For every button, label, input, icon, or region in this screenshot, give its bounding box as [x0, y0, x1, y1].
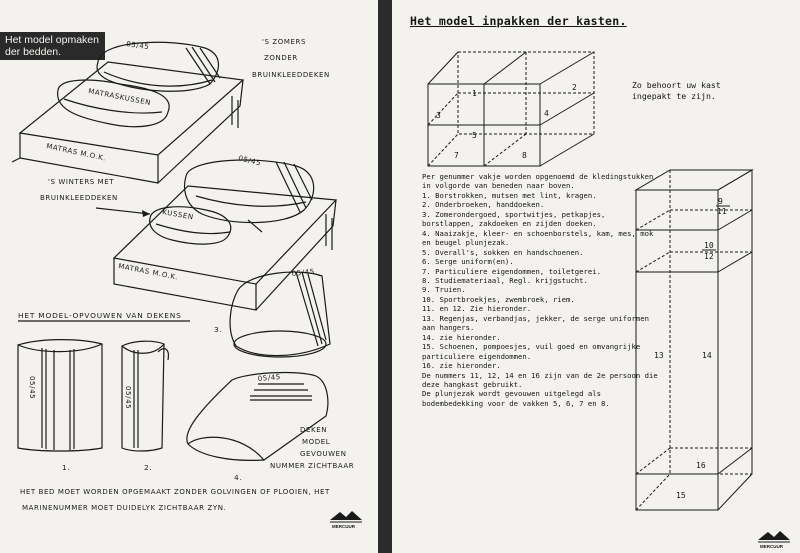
bottom-mattress-label: MATRAS M.O.K.: [117, 262, 179, 282]
shelf-grid-diagram: [428, 52, 594, 166]
fold-code-3: 05/45: [291, 267, 316, 278]
grid-number-1: 1: [472, 89, 477, 98]
summer-note-1: 'S ZOMERS: [262, 38, 307, 46]
bed-illustrations: [0, 0, 378, 553]
bottom-blanket-code: 05/45: [237, 154, 262, 168]
fold-step-1-label: 1.: [62, 463, 71, 472]
top-bed-drawing: [12, 42, 243, 183]
footer-line-1: HET BED MOET WORDEN OPGEMAAKT ZONDER GOLVINGEN OF PLOOIEN, HET: [20, 488, 330, 496]
fold-step-2-label: 2.: [144, 463, 153, 472]
grid-number-5: 5: [472, 131, 477, 140]
grid-number-3: 3: [436, 111, 441, 120]
cabinet-label-12: 12: [704, 252, 714, 261]
caption-line-1: Zo behoort uw kast: [632, 80, 721, 90]
list-item: 15. Schoenen, pompoesjes, vuil goed en omvangrijke particuliere eigendommen.: [422, 342, 641, 361]
grid-number-8: 8: [522, 151, 527, 160]
list-item: 14. zie hieronder.: [422, 332, 501, 342]
fold-code-2: 05/45: [124, 386, 132, 410]
fold-code-4: 05/45: [257, 373, 282, 383]
summer-note-3: BRUINKLEEDDEKEN: [252, 71, 330, 79]
cabinet-label-13: 13: [654, 351, 664, 360]
bed-title-line-1: Het model opmaken: [5, 34, 99, 46]
list-item: 5. Overall's, sokken en handschoenen.: [422, 247, 584, 257]
packing-intro: Per genummer vakje worden opgenoemd de kledingstukken in volgorde van beneden naar boven.: [422, 172, 654, 191]
cabinet-label-10: 10: [704, 241, 714, 250]
grid-number-7: 7: [454, 151, 459, 160]
cabinet-label-15: 15: [676, 491, 686, 500]
cabinet-label-14: 14: [702, 351, 712, 360]
packing-outro-2: De plunjezak wordt gevouwen uitgelegd als bodembedekking voor de vakken 5, 6, 7 en 8.: [422, 389, 610, 408]
winter-note-2: BRUINKLEEDDEKEN: [40, 194, 118, 202]
fold-heading: HET MODEL-OPVOUWEN VAN DEKENS: [18, 311, 182, 320]
list-item: 11. en 12. Zie hieronder.: [422, 304, 532, 314]
mercuur-logo-right: [754, 528, 794, 550]
cabinet-label-9: 9: [718, 197, 723, 206]
list-item: 7. Particuliere eigendommen, toiletgerei.: [422, 266, 601, 276]
top-blanket-code: 05/45: [125, 40, 150, 52]
packing-outro-1: De nummers 11, 12, 14 en 16 zijn van de 2e persoon die deze hangkast gebruikt.: [422, 370, 658, 389]
list-item: 10. Sportbroekjes, zwembroek, riem.: [422, 294, 575, 304]
packing-list: [422, 172, 658, 408]
summer-note-2: ZONDER: [264, 54, 298, 62]
mercuur-logo: [326, 508, 366, 530]
list-item: 9. Truien.: [422, 285, 466, 295]
list-item: 13. Regenjas, verbandjas, jekker, de serge uniformen aan hangers.: [422, 313, 649, 333]
list-item: 6. Serge uniform(en).: [422, 257, 514, 267]
caption-line-2: ingepakt te zijn.: [632, 91, 716, 101]
list-item: 2. Onderbroeken, handdoeken.: [422, 200, 545, 210]
list-item: 3. Zomerondergoed, sportwitjes, petkapjes, borstlappen, zakdoeken en zijden doeken.: [422, 209, 606, 229]
logo-text: MERCUUR: [332, 524, 355, 529]
fold-note-2: MODEL: [302, 438, 331, 446]
footer-line-2: MARINENUMMER MOET DUIDELYK ZICHTBAAR ZYN.: [22, 504, 227, 512]
fold-note-3: GEVOUWEN: [300, 450, 347, 458]
grid-number-2: 2: [572, 83, 577, 92]
top-mattress-label: MATRAS M.O.K.: [45, 142, 107, 163]
bottom-pillow-label: KUSSEN: [161, 208, 195, 222]
logo-text-right: MERCUUR: [760, 544, 783, 549]
top-pillow-label: MATRASKUSSEN: [87, 87, 152, 108]
packing-items: [422, 191, 658, 371]
list-item: 16. zie hieronder.: [422, 361, 501, 371]
right-page: [392, 0, 800, 553]
cabinet-label-11: 11: [717, 207, 727, 216]
fold-step-4-label: 4.: [234, 473, 243, 482]
left-page: [0, 0, 378, 553]
fold-code-1: 05/45: [28, 376, 36, 400]
fold-step-3-drawing: [230, 272, 330, 357]
list-item: 8. Studiemateriaal, Regl. krijgstucht.: [422, 275, 588, 285]
winter-note-1: 'S WINTERS MET: [48, 178, 115, 186]
list-item: 1. Borstrokken, mutsen met lint, kragen.: [422, 190, 597, 200]
fold-note-4: NUMMER ZICHTBAAR: [270, 462, 355, 470]
cabinet-label-16: 16: [696, 461, 706, 470]
grid-number-4: 4: [544, 109, 549, 118]
fold-step-3-label: 3.: [214, 325, 223, 334]
bed-title-line-2: der bedden.: [5, 46, 62, 58]
fold-step-4-drawing: [187, 373, 331, 461]
page-title: Het model inpakken der kasten.: [410, 14, 627, 28]
fold-note-1: DEKEN: [300, 426, 328, 434]
list-item: 4. Naaizakje, kleer- en schoenborstels, kam, mes, mok en beugel plunjezak.: [422, 228, 654, 248]
